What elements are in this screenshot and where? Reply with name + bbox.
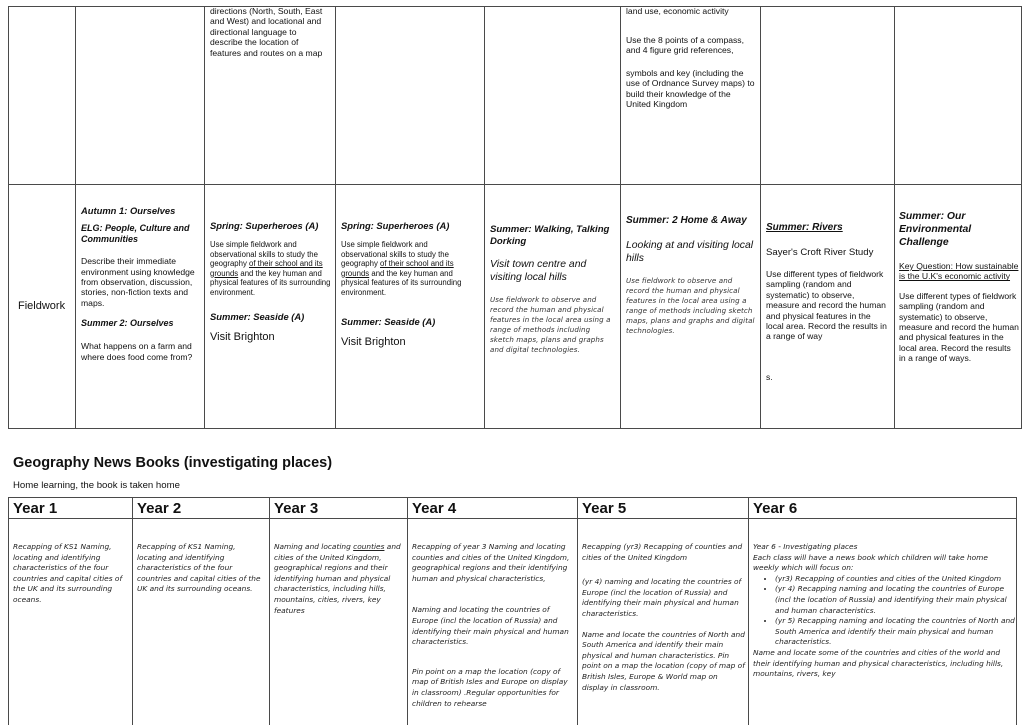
news-year6-bullet: • (yr 5) Recapping naming and locating the countries of North and South America and identify their main physical and human characteristics. [775,616,1015,648]
reception-cell [81,205,199,362]
year6-key-question: Key Question: How sustainable is the U.K's economic activity [899,261,1019,282]
news-year6-intro1: Year 6 - Investigating places [753,542,858,551]
news-year6-intro2: Each class will have a news book which children will take home weekly which will focus on: [753,552,988,573]
news-year3-counties-link: counties [353,542,385,551]
reception-autumn-title: Autumn 1: Ourselves [81,205,176,216]
news-year6-cell [753,542,1015,680]
year5-summer-title: Summer: Rivers [766,222,843,233]
year4-fieldwork-cell [626,215,756,336]
top-row-compass-text: Use the 8 points of a compass, and 4 figure grid references, [626,35,744,56]
year4-summer-title: Summer: 2 Home & Away [626,215,747,226]
reception-summer-title: Summer 2: Ourselves [81,318,174,329]
reception-describe: Describe their immediate environment using knowledge from observation, discussion, stories, non-fiction texts and maps. [81,256,195,308]
news-year4-p2: Naming and locating the countries of Europe (incl the location of Russia) and identifying their main physical and human characteristics. [412,605,569,647]
year1-school-grounds-link: of their school and its grounds [210,259,323,278]
news-year1-text: Recapping of KS1 Naming, locating and identifying characteristics of the four countries and capital cities of the UK and its surrounding oceans. [13,542,123,604]
news-year3-text: Naming and locating counties and cities of the United Kingdom, geographical regions and their identifying human and physical characteristics, including hills, mountains, cities, rivers, key features [274,542,401,615]
year2-fieldwork-cell [341,220,475,348]
year2-fieldwork-body: Use simple fieldwork and observational skills to study the geography of their school and its grounds and the key human and physical features of its surrounding environment. [341,240,462,297]
year2-summer-title: Summer: Seaside (A) [341,315,436,327]
year5-note: s. [766,371,773,382]
reception-question: What happens on a farm and where does food come from? [81,341,193,362]
top-row-symbols-text: symbols and key (including the use of Ordnance Survey maps) to build their knowledge of the United Kingdom [626,68,755,110]
year4-visit: Looking at and visiting local hills [626,240,754,264]
fieldwork-row-label: Fieldwork [18,300,66,312]
news-header-year6: Year 6 [753,500,798,517]
year1-fieldwork-cell [210,220,332,343]
year4-fieldwork-body: Use fieldwork to observe and record the human and physical features in the local area using a range of methods including sketch maps, plans and graphs and digital technologies. [626,275,755,335]
year6-fieldwork-body: Use different types of fieldwork sampling (random and systematic) to observe, measure and record the human and physical features in the local area. Record the results in a range of ways. [899,290,1019,364]
news-year6-bullets [753,574,1015,648]
year5-fieldwork-cell [766,222,890,382]
news-books-subheading: Home learning, the book is taken home [13,480,180,491]
year1-visit: Visit Brighton [210,330,275,343]
news-header-year2: Year 2 [137,500,182,517]
top-row-land-use-text: land use, economic activity [626,6,729,16]
news-year4-p3: Pin point on a map the location (copy of map of British Isles and Europe on display in classroom) .Regular opportunities for children to rehearse [412,666,568,708]
year3-visit: Visit town centre and visiting local hills [490,259,587,283]
news-header-year1: Year 1 [13,500,58,517]
news-year4-cell [412,542,574,709]
year6-summer-title: Summer: Our Environmental Challenge [899,211,972,248]
year1-fieldwork-body: Use simple fieldwork and observational skills to study the geography of their school and its grounds and the key human and physical features of its surrounding environment. [210,240,331,297]
news-year4-p1: Recapping of year 3 Naming and locating counties and cities of the United Kingdom, geographical regions and their identifying human and physical characteristics, [412,542,570,583]
news-year6-outro: Name and locate some of the countries and cities of the world and their identifying human and physical characteristics, including hills, mountains, rivers, key [753,647,1004,679]
year5-study: Sayer's Croft River Study [766,247,874,258]
year2-spring-title: Spring: Superheroes (A) [341,220,450,231]
news-books-heading: Geography News Books (investigating places) [13,455,333,471]
news-header-year4: Year 4 [412,500,457,517]
year3-summer-title: Summer: Walking, Talking Dorking [490,224,610,247]
year6-fieldwork-cell [899,210,1019,364]
year1-spring-title: Spring: Superheroes (A) [210,220,319,231]
year3-fieldwork-cell [490,224,616,355]
year5-fieldwork-body: Use different types of fieldwork sampling (random and systematic) to observe, measure and record the human and physical features in the local area. Record the results in a range of way [766,269,887,342]
news-header-year5: Year 5 [582,500,627,517]
news-year5-p2: (yr 4) naming and locating the countries of Europe (incl the location of Russia) and identifying their main physical and human characteristics. [582,577,742,618]
year3-fieldwork-body: Use fieldwork to observe and record the human and physical features in the local area using a range of methods including sketch maps, plans and graphs and digital technologies. [490,295,611,355]
news-year5-p1: Recapping (yr3) Recapping of counties and cities of the United Kingdom [582,542,743,562]
top-row-directions-text: directions (North, South, East and West) and locational and directional language to describe the location of features and routes on a map [210,6,323,58]
year2-visit: Visit Brighton [341,335,406,348]
news-header-year3: Year 3 [274,500,319,517]
year2-school-grounds-link: of their school and its grounds [341,259,454,278]
news-year5-cell [582,542,745,693]
reception-elg: ELG: People, Culture and Communities [81,223,190,244]
news-year2-text: Recapping of KS1 Naming, locating and identifying characteristics of the four countries and capital cities of the UK and its surrounding oceans. [137,542,261,594]
news-year6-bullet: • (yr3) Recapping of counties and cities of the United Kingdom [775,574,1015,585]
news-year6-bullet: • (yr 4) Recapping naming and locating the countries of Europe (incl the location of Russia) and identifying their main physical and human characteristics. [775,584,1015,616]
year1-summer-title: Summer: Seaside (A) [210,310,305,322]
news-year5-p3: Name and locate the countries of North and South America and identify their main physical and human characteristics. Pin point on a map the location (copy of map of British Isles, Europe & World map on display in classroom. [582,629,745,692]
